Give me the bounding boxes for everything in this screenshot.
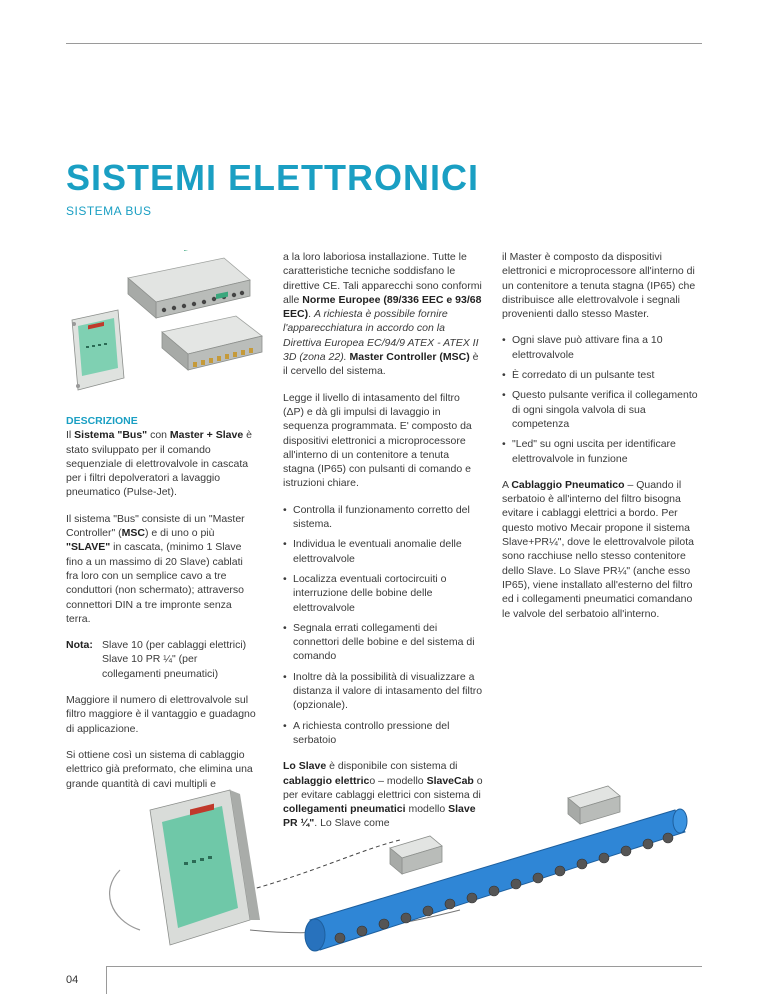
master-controller-device (72, 310, 124, 390)
text-run-bold: Slave PR ¼" (283, 803, 476, 830)
list-item: • Segnala errati collegamenti dei connettori delle bobine e del sistema di comando (283, 621, 483, 664)
list-item: • Ogni slave può attivare fina a 10 elettrovalvole (502, 333, 702, 362)
text-run: è il cervello del sistema. (283, 351, 479, 378)
text-run: . Lo Slave come (314, 817, 390, 830)
page-number: 04 (66, 974, 79, 986)
description-heading: DESCRIZIONE (66, 415, 138, 427)
nota-line-2: Slave 10 PR ¼" (per collegamenti pneumatici) (102, 653, 219, 680)
slave-box-right (568, 786, 620, 824)
text-run-bold: Lo Slave (283, 760, 327, 773)
list-item: • Localizza eventuali cortocircuiti o interruzione delle bobine delle elettrovalvole (283, 572, 483, 615)
text-run-bold: MSC (121, 527, 146, 540)
list-item: • È corredato di un pulsante test (502, 368, 702, 382)
bottom-vertical-rule (106, 966, 107, 994)
text-run-bold: "SLAVE" (66, 541, 111, 554)
text-run-bold: cablaggio elettric (283, 774, 370, 787)
text-run: è stato sviluppato per il comando sequenziale di elettrovalvole in cascata per i filtri depolveratori a lavaggio pneumatico (Pulse-Jet). (66, 429, 252, 499)
text-run-bold: Norme Europee (89/336 EEC e 93/68 EEC) (283, 293, 482, 321)
description-paragraph-4: Si ottiene così un sistema di cablaggio elettrico già preformato, che elimina una grande quantità di cavi multipli e (66, 748, 253, 790)
slave-box-left (390, 836, 442, 874)
master-controller-cabinet (150, 790, 260, 945)
description-paragraph-1 (66, 414, 256, 500)
text-run-bold: SlaveCab (426, 774, 474, 787)
text-run-bold: Master Controller (MSC) (349, 351, 470, 364)
text-run: . (308, 308, 314, 321)
list-item: • A richiesta controllo pressione del serbatoio (283, 719, 483, 748)
nota-label: Nota: (66, 639, 93, 652)
description-paragraph-3: Maggiore il numero di elettrovalvole sul filtro maggiore è il vantaggio e guadagno di applicazione. (66, 694, 256, 735)
text-run: Il (66, 429, 75, 442)
page-title: SISTEMI ELETTRONICI (66, 157, 480, 198)
column-1 (66, 414, 256, 803)
text-run: o per evitare cablaggi elettrici con sistema di (283, 774, 483, 801)
nota-block (66, 638, 256, 681)
text-run-bold: Cablaggio Pneumatico (511, 478, 625, 491)
text-run: è disponibile con sistema di (326, 760, 458, 773)
column-3-paragraph-2 (502, 478, 702, 621)
text-run: – Quando il serbatoio è all'interno del filtro bisogna evitare i cablaggi elettrici a bordo. Per questo motivo Mecair propone il sistema Slave+PR¼", dove le elettrovalvole pilota sono racchiuse nello stesso contenitore dello Slave. Lo Slave PR¼" (anche esso IP65), viene installato all'esterno del filtro ed i collegamenti pneumatici comandano le valvole del serbatoio all'interno. (502, 478, 694, 620)
system-illustration (100, 770, 690, 970)
text-run-bold: Sistema "Bus" (74, 429, 148, 442)
column-3-paragraph-1: il Master è composto da dispositivi elettronici e microprocessore all'interno di un contenitore a tenuta stagna (IP65) che distribuisce alle elettrovalvole i segnali provenienti dallo stesso Master. (502, 251, 696, 321)
master-features-list (283, 503, 483, 747)
description-paragraph-2 (66, 512, 256, 626)
slave-device-back (128, 250, 250, 318)
text-run-bold: collegamenti pneumatici (283, 803, 406, 816)
text-run-italic: A richiesta è possibile fornire l'apparecchiatura in accordo con la Direttiva Europea EC/94/9 ATEX - ATEX II 3D (zona 22). (283, 308, 479, 364)
slave-features-list (502, 333, 702, 465)
nota-text (102, 638, 256, 681)
column-2-paragraph-2: Legge il livello di intasamento del filtro (ΔP) e dà gli impulsi di lavaggio in sequenza programmata. E' composto da dispositivi elettronici a microprocessore all'interno di un contenitore a tenuta stagna (IP65) con pulsanti di comando e istruzioni chiare. (283, 391, 472, 490)
list-item: • Individua le eventuali anomalie delle elettrovalvole (283, 537, 483, 566)
text-run: modello (405, 803, 449, 816)
product-photo (66, 250, 266, 400)
text-run: con (147, 429, 170, 442)
text-run: a la loro laboriosa installazione. Tutte le caratteristiche tecniche soddisfano le direttive CE. Tali apparecchi sono conformi alle (283, 251, 482, 306)
column-3 (502, 250, 702, 633)
list-item: • Questo pulsante verifica il collegamento di ogni singola valvola di sua competenza (502, 388, 702, 431)
text-run-bold: Master + Slave (169, 429, 244, 442)
air-tank (305, 809, 687, 951)
list-item: • Controlla il funzionamento corretto del sistema. (283, 503, 483, 532)
column-2-paragraph-1 (283, 250, 483, 379)
list-item: • Inoltre dà la possibilità di visualizzare a distanza il valore di intasamento del filtro (opzionale). (283, 670, 483, 713)
text-run: ) e di uno o più (145, 527, 215, 540)
list-item: • "Led" su ogni uscita per identificare elettrovalvole in funzione (502, 437, 702, 466)
text-run: Il sistema "Bus" consiste di un "Master Controller" ( (66, 512, 245, 540)
text-run: o – modello (369, 774, 427, 787)
page-subtitle: SISTEMA BUS (66, 204, 152, 218)
column-2 (283, 250, 483, 843)
bottom-rule (106, 966, 702, 967)
top-rule (66, 43, 702, 44)
nota-line-1: Slave 10 (per cablaggi elettrici) (102, 639, 247, 652)
text-run: in cascata, (minimo 1 Slave fino a un massimo di 20 Slave) cablati fra loro con un semplice cavo a tre conduttori (non schermato); attraverso connettori DIN a tre impronte senza terra. (66, 541, 244, 625)
text-run: A (502, 478, 512, 491)
